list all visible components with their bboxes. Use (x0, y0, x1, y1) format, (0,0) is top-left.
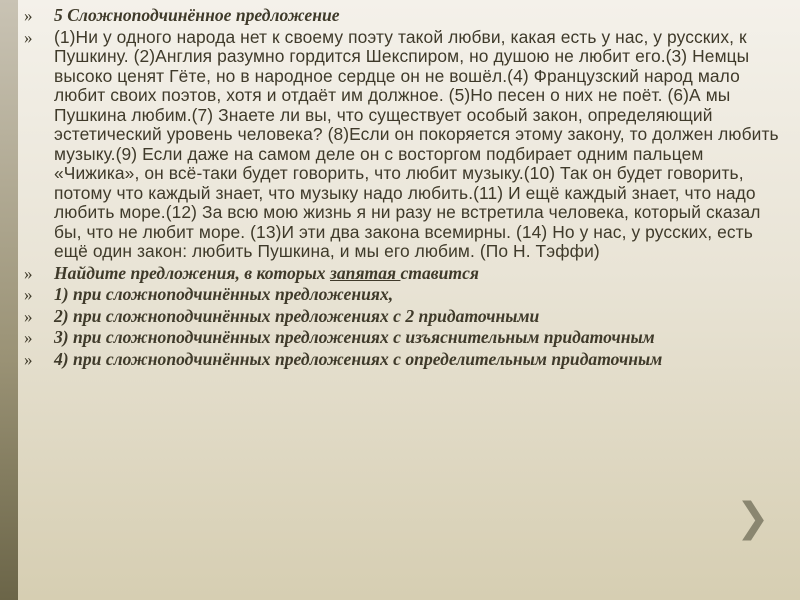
task-suffix: ставится (400, 262, 479, 283)
task-underlined-word: запятая (330, 262, 401, 283)
slide-content (22, 6, 782, 371)
option-2 (22, 307, 782, 327)
option-3 (22, 328, 782, 348)
passage-text: (1)Ни у одного народа нет к своему поэту такой любви, какая есть у нас, у русских, к Пушкину. (2)Англия разумно гордится Шекспиром, но душою не любит его.(3) Немцы высоко ценят Гёте, но в народное сердце он не вошёл.(4) Французский народ мало любит своих поэтов, хотя и отдаёт им должное. (5)Но песен о них не поёт. (6)А мы Пушкина любим.(7) Знаете ли вы, что существует особый закон, определяющий эстетический уровень человека? (8)Если он покоряется этому закону, то должен любить музыку.(9) Если даже на самом деле он с восторгом подбирает одним пальцем «Чижика», он всё-таки будет говорить, что любит музыку.(10) Так он будет говорить, потому что каждый знает, что музыку надо любить.(11) И ещё каждый знает, что надо любить море.(12) За всю мою жизнь я ни разу не встретила человека, который сказал бы, что не любит море. (13)И эти два закона всемирны. (14) Но у нас, у русских, есть ещё один закон: любить Пушкина, и мы его любим. (По Н. Тэффи) (54, 26, 779, 261)
passage-item (22, 28, 782, 262)
chevron-right-icon[interactable]: ❯ (736, 495, 770, 541)
bullet-icon: » (24, 263, 33, 283)
option-1 (22, 285, 782, 305)
left-decor-bar (0, 0, 18, 600)
option-text: 2) при сложноподчинённых предложениях с 2 придаточными (54, 305, 540, 326)
option-text: 3) при сложноподчинённых предложениях с изъяснительным придаточным (54, 327, 655, 347)
bullet-icon: » (24, 349, 33, 369)
option-4 (22, 350, 782, 370)
task-item (22, 264, 782, 284)
bullet-icon: » (24, 285, 33, 304)
bullet-icon: » (24, 328, 33, 347)
task-prefix: Найдите предложения, в которых (54, 262, 331, 283)
slide-title: 5 Сложноподчинённое предложение (54, 5, 340, 25)
bullet-icon: » (24, 6, 33, 25)
option-text: 4) при сложноподчинённых предложениях с определительным придаточным (54, 348, 663, 369)
bullet-icon: » (24, 306, 33, 326)
slide-title-item (22, 6, 782, 26)
bullet-icon: » (24, 27, 33, 47)
option-text: 1) при сложноподчинённых предложениях, (54, 284, 394, 304)
